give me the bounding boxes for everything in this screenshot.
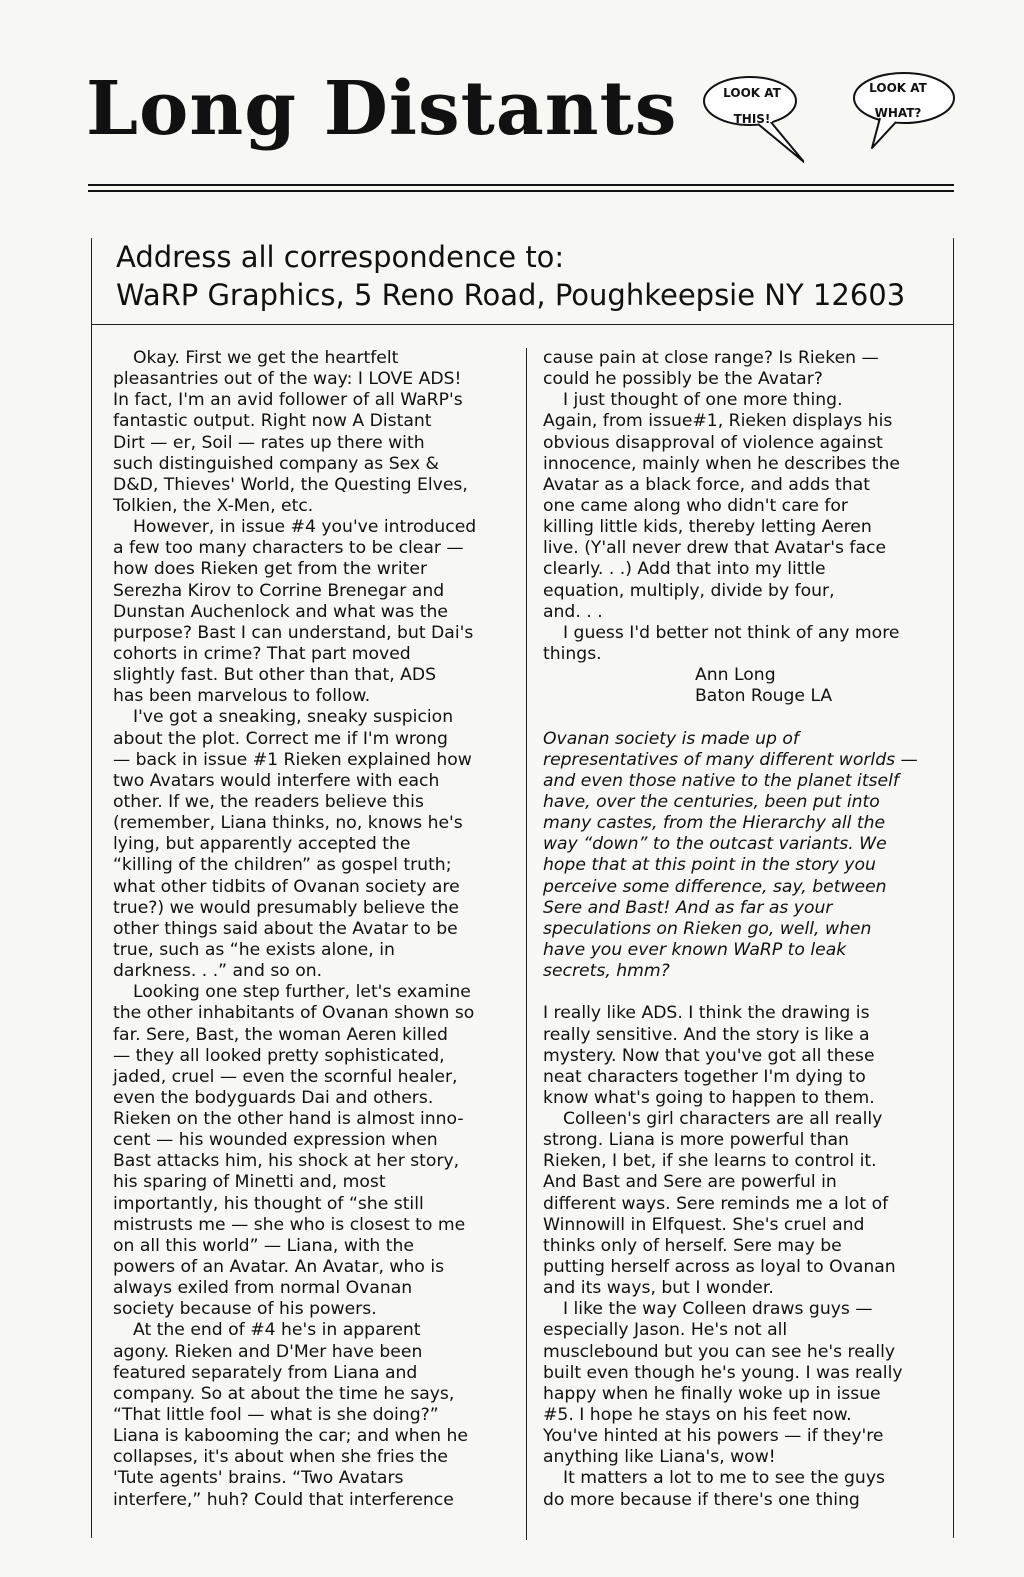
text-line: do more because if there's one thing: [543, 1489, 860, 1510]
text-line: cause pain at close range? Is Rieken —: [543, 348, 879, 368]
text-line: I've got a sneaking, sneaky suspicion: [133, 707, 454, 728]
text-line: mystery. Now that you've got all these: [543, 1045, 875, 1066]
text-line: #5. I hope he stays on his feet now.: [543, 1405, 852, 1426]
header-rule-1: [88, 184, 954, 186]
text-line: secrets, hmm?: [543, 961, 670, 982]
text-line: Ann Long: [695, 665, 776, 686]
text-line: “killing of the children” as gospel truth;: [113, 855, 452, 876]
text-line: 'Tute agents' brains. “Two Avatars: [113, 1468, 404, 1489]
text-line: perceive some difference, say, between: [543, 876, 887, 897]
text-line: In fact, I'm an avid follower of all WaRP's: [113, 390, 463, 411]
text-line: know what's going to happen to them.: [543, 1087, 875, 1108]
balloon-right-line-2: WHAT?: [874, 106, 922, 120]
text-line: However, in issue #4 you've introduced: [133, 517, 477, 538]
text-line: speculations on Rieken go, well, when: [543, 918, 872, 939]
text-line: such distinguished company as Sex &: [113, 453, 439, 474]
text-line: what other tidbits of Ovanan society are: [113, 876, 460, 897]
text-line: way “down” to the outcast variants. We: [543, 834, 887, 855]
text-line: happy when he finally woke up in issue: [543, 1383, 881, 1404]
text-line: — back in issue #1 Rieken explained how: [113, 749, 472, 770]
text-line: I like the way Colleen draws guys —: [563, 1299, 873, 1320]
text-line: even the bodyguards Dai and others.: [113, 1087, 434, 1108]
text-line: Sere and Bast! And as far as your: [543, 897, 833, 918]
column-divider: [526, 348, 527, 1540]
text-line: (remember, Liana thinks, no, knows he's: [113, 813, 463, 834]
text-line: different ways. Sere reminds me a lot of: [543, 1193, 889, 1214]
text-line: pleasantries out of the way: I LOVE ADS!: [113, 369, 462, 390]
text-line: true?) we would presumably believe the: [113, 897, 459, 918]
text-line: far. Sere, Bast, the woman Aeren killed: [113, 1024, 448, 1045]
blank-line: [543, 707, 943, 728]
text-line: Winnowill in Elfquest. She's cruel and: [543, 1214, 865, 1235]
text-line: powers of an Avatar. An Avatar, who is: [113, 1257, 445, 1278]
text-line: could he possibly be the Avatar?: [543, 369, 823, 390]
blank-line: [543, 982, 943, 1003]
text-line: anything like Liana's, wow!: [543, 1447, 776, 1468]
text-line: Rieken on the other hand is almost inno-: [113, 1109, 464, 1130]
text-line: obvious disapproval of violence against: [543, 432, 883, 453]
text-line: slightly fast. But other than that, ADS: [113, 665, 437, 686]
text-line: the other inhabitants of Ovanan shown so: [113, 1003, 475, 1024]
text-line: “That little fool — what is she doing?”: [113, 1405, 439, 1426]
page-title: Long Distants: [86, 66, 678, 152]
text-line: always exiled from normal Ovanan: [113, 1278, 413, 1299]
text-line: I really like ADS. I think the drawing is: [543, 1003, 870, 1024]
text-line: Colleen's girl characters are all really: [563, 1109, 883, 1130]
text-line: I just thought of one more thing.: [563, 390, 843, 411]
text-line: many castes, from the Hierarchy all the: [543, 813, 886, 834]
balloon-right-line-1: LOOK AT: [869, 81, 927, 95]
text-line: cent — his wounded expression when: [113, 1130, 438, 1151]
text-line: Serezha Kirov to Corrine Brenegar and: [113, 580, 445, 601]
text-line: built even though he's young. I was really: [543, 1362, 903, 1383]
text-line: Liana is kabooming the car; and when he: [113, 1426, 468, 1447]
text-line: and its ways, but I wonder.: [543, 1278, 774, 1299]
text-line: — they all looked pretty sophisticated,: [113, 1045, 445, 1066]
text-line: fantastic output. Right now A Distant: [113, 411, 432, 432]
text-line: At the end of #4 he's in apparent: [133, 1320, 421, 1341]
text-line: jaded, cruel — even the scornful healer,: [113, 1066, 458, 1087]
text-line: Dirt — er, Soil — rates up there with: [113, 432, 425, 453]
text-line: Okay. First we get the heartfelt: [133, 348, 399, 368]
text-line: musclebound but you can see he's really: [543, 1341, 896, 1362]
text-line: And Bast and Sere are powerful in: [543, 1172, 837, 1193]
address-line-1: Address all correspondence to:: [116, 240, 565, 274]
text-line: on all this world” — Liana, with the: [113, 1235, 414, 1256]
text-line: putting herself across as loyal to Ovanan: [543, 1257, 896, 1278]
text-line: other things said about the Avatar to be: [113, 918, 458, 939]
frame-left-border: [91, 238, 92, 1538]
text-line: live. (Y'all never drew that Avatar's face: [543, 538, 887, 559]
text-line: Dunstan Auchenlock and what was the: [113, 601, 448, 622]
text-line: purpose? Bast I can understand, but Dai's: [113, 622, 474, 643]
address-line-2: WaRP Graphics, 5 Reno Road, Poughkeepsie NY 12603: [116, 278, 906, 312]
text-line: have, over the centuries, been put into: [543, 791, 880, 812]
text-line: really sensitive. And the story is like a: [543, 1024, 870, 1045]
letter-column-right: [543, 348, 943, 1511]
text-line: I guess I'd better not think of any more: [563, 622, 900, 643]
text-line: lying, but apparently accepted the: [113, 834, 411, 855]
text-line: Rieken, I bet, if she learns to control it.: [543, 1151, 877, 1172]
text-line: things.: [543, 643, 602, 664]
text-line: company. So at about the time he says,: [113, 1383, 455, 1404]
text-line: interfere,” huh? Could that interference: [113, 1489, 454, 1510]
speech-balloon-look-at-this: [700, 74, 804, 164]
text-line: clearly. . .) Add that into my little: [543, 559, 826, 580]
text-line: and. . .: [543, 601, 603, 622]
text-line: Bast attacks him, his shock at her story,: [113, 1151, 460, 1172]
text-line: a few too many characters to be clear —: [113, 538, 464, 559]
text-line: one came along who didn't care for: [543, 495, 848, 516]
text-line: about the plot. Correct me if I'm wrong: [113, 728, 448, 749]
text-line: have you ever known WaRP to leak: [543, 939, 847, 960]
letter-column-left: [113, 348, 513, 1511]
text-line: featured separately from Liana and: [113, 1362, 418, 1383]
speech-balloon-look-at-what: [840, 70, 956, 150]
text-line: strong. Liana is more powerful than: [543, 1130, 849, 1151]
balloon-left-line-2: THIS!: [733, 112, 771, 126]
text-line: cohorts in crime? That part moved: [113, 643, 411, 664]
text-line: Ovanan society is made up of: [543, 728, 799, 749]
frame-right-border: [953, 238, 954, 1538]
text-line: Looking one step further, let's examine: [133, 982, 471, 1003]
text-line: Again, from issue#1, Rieken displays his: [543, 411, 893, 432]
text-line: hope that at this point in the story you: [543, 855, 876, 876]
text-line: It matters a lot to me to see the guys: [563, 1468, 885, 1489]
text-line: representatives of many different worlds —: [543, 749, 918, 770]
header-rule-2: [88, 190, 954, 192]
text-line: Tolkien, the X-Men, etc.: [113, 495, 314, 516]
text-line: equation, multiply, divide by four,: [543, 580, 835, 601]
text-line: Avatar as a black force, and adds that: [543, 474, 870, 495]
text-line: mistrusts me — she who is closest to me: [113, 1214, 466, 1235]
text-line: other. If we, the readers believe this: [113, 791, 424, 812]
text-line: neat characters together I'm dying to: [543, 1066, 866, 1087]
text-line: collapses, it's about when she fries the: [113, 1447, 448, 1468]
text-line: his sparing of Minetti and, most: [113, 1172, 386, 1193]
text-line: thinks only of herself. Sere may be: [543, 1235, 842, 1256]
text-line: importantly, his thought of “she still: [113, 1193, 424, 1214]
text-line: society because of his powers.: [113, 1299, 377, 1320]
text-line: darkness. . .” and so on.: [113, 961, 323, 982]
text-line: how does Rieken get from the writer: [113, 559, 428, 580]
address-block: [116, 238, 946, 314]
text-line: Baton Rouge LA: [695, 686, 833, 707]
address-divider: [92, 324, 953, 325]
text-line: killing little kids, thereby letting Aeren: [543, 517, 872, 538]
text-line: two Avatars would interfere with each: [113, 770, 440, 791]
text-line: agony. Rieken and D'Mer have been: [113, 1341, 423, 1362]
text-line: D&D, Thieves' World, the Questing Elves,: [113, 474, 468, 495]
text-line: true, such as “he exists alone, in: [113, 939, 395, 960]
text-line: and even those native to the planet itself: [543, 770, 899, 791]
text-line: has been marvelous to follow.: [113, 686, 371, 707]
balloon-left-line-1: LOOK AT: [723, 86, 781, 100]
text-line: innocence, mainly when he describes the: [543, 453, 900, 474]
text-line: especially Jason. He's not all: [543, 1320, 788, 1341]
text-line: You've hinted at his powers — if they're: [543, 1426, 884, 1447]
